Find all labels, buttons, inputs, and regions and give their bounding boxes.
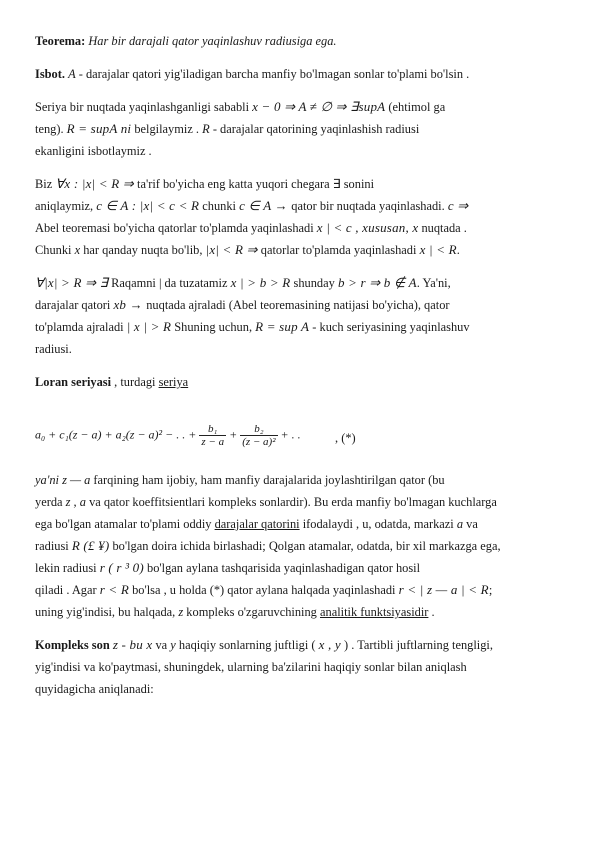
text-span: va qator koeffitsientlari kompleks sonlardir). Bu erda manfiy bo'lmagan kuchlarga: [89, 495, 497, 509]
text-span: nuqtada .: [421, 221, 467, 235]
formula: r < | z — a | < R: [398, 582, 489, 597]
text-span: va: [466, 517, 478, 531]
series-expression: a₀ + c₁(z − a) + a₂(z − a)² − . . + $\frac{\text{b₁}}{z - a}$ + $\frac{\text{b₂}}{\text{(z − a)²}}$ + . .: [35, 423, 301, 448]
text-span: qator bir nuqtada yaqinlashadi.: [291, 199, 445, 213]
text-span: bo'lsa , u holda (*) qator aylana halqada yaqinlashadi: [132, 583, 396, 597]
laurent-series-formula: [35, 397, 560, 469]
text-span: radiusi: [35, 539, 69, 553]
fraction-numerator: b₁: [199, 423, 226, 436]
text-span: . Ya'ni,: [416, 276, 451, 290]
text-span: ya'ni z — a: [35, 473, 91, 487]
paragraph-complex-number: [35, 634, 560, 700]
text-span: farqining ham ijobiy, ham manfiy darajalarida joylashtirilgan qator (bu: [93, 473, 445, 487]
text-span: Raqamni | da tuzatamiz: [111, 276, 228, 290]
text-span: shunday: [293, 276, 335, 290]
laurent-label: Loran seriyasi: [35, 375, 112, 389]
analytic-function-link[interactable]: analitik funktsiyasidir: [320, 605, 429, 619]
formula: b > r ⇒ b ∉ A: [337, 275, 417, 290]
formula: R = supA ni: [66, 121, 132, 136]
text-span: sonini: [343, 177, 375, 191]
text-span: quyidagicha aniqlanadi:: [35, 682, 154, 696]
formula: r ( r ³ 0): [99, 560, 144, 575]
paragraph-divergence: [35, 272, 560, 360]
series-tail: + . .: [280, 427, 301, 442]
text-span: to'plamda ajraladi: [35, 320, 124, 334]
text-span: - kuch seriyasining yaqinlashuv: [312, 320, 470, 334]
formula: R = sup A: [255, 319, 310, 334]
text-span: Biz: [35, 177, 53, 191]
formula: x | > b > R: [230, 275, 291, 290]
text-span: y: [170, 638, 176, 652]
theorem-label: Teorema:: [35, 34, 86, 48]
formula: R (£ ¥): [71, 538, 110, 553]
fraction-denominator: z − a: [201, 436, 225, 448]
proof-label: Isbot.: [35, 67, 65, 81]
text-span: uning yig'indisi, bu halqada,: [35, 605, 176, 619]
formula: z - bu x: [112, 637, 153, 652]
fraction-numerator: b₂: [240, 423, 277, 436]
text-span: .: [456, 243, 460, 257]
text-span: , turdagi: [111, 375, 159, 389]
text-span: z , a: [65, 495, 86, 509]
proof-paragraph: [35, 63, 560, 85]
proof-text: - darajalar qatori yig'iladigan barcha manfiy bo'lmagan sonlar to'plami bo'lsin .: [75, 67, 470, 81]
seriya-link[interactable]: seriya: [158, 375, 189, 389]
paragraph-abel: [35, 173, 560, 261]
text-span: (ehtimol ga: [388, 100, 446, 114]
text-span: kompleks o'zgaruvchining: [186, 605, 317, 619]
formula: c ⇒: [447, 198, 469, 213]
formula: r < R: [99, 582, 129, 597]
formula: x | < c , xususan, x: [316, 220, 419, 235]
text-span: Shuning uchun,: [174, 320, 253, 334]
theorem-text: Har bir darajali qator yaqinlashuv radiusiga ega.: [88, 34, 337, 48]
text-span: yerda: [35, 495, 63, 509]
document-page: [35, 30, 560, 700]
text-span: har qanday nuqta bo'lib,: [83, 243, 203, 257]
text-span: ;: [488, 583, 493, 597]
formula: ∀x : |x| < R ⇒: [55, 176, 134, 191]
text-span: ifodalaydi , u, odatda, markazi: [302, 517, 454, 531]
text-span: yig'indisi va ko'paytmasi, shuningdek, ularning ba'zilarini haqiqiy sonlar bilan aniqlash: [35, 660, 467, 674]
text-span: bo'lgan doira ichida birlashadi; Qolgan atamalar, odatda, bir xil markazga ega,: [112, 539, 501, 553]
text-span: R: [202, 122, 210, 136]
text-span: ekanligini isbotlaymiz .: [35, 144, 152, 158]
text-span: qiladi . Agar: [35, 583, 97, 597]
power-series-link[interactable]: darajalar qatorini: [214, 517, 300, 531]
fraction-b1: [199, 423, 226, 448]
formula: x − 0 ⇒ A ≠ ∅ ⇒ ∃supA: [252, 99, 386, 114]
text-span: ) . Tartibli juftlarning tengligi,: [344, 638, 493, 652]
text-span: qatorlar to'plamda yaqinlashadi: [260, 243, 417, 257]
text-span: ta'rif bo'yicha eng katta yuqori chegara: [137, 177, 330, 191]
formula: c ∈ A : |x| < c < R: [96, 198, 200, 213]
text-span: x: [74, 243, 81, 257]
text-span: Seriya bir nuqtada yaqinlashganligi sababli: [35, 100, 250, 114]
text-span: - darajalar qatorining yaqinlashish radiusi: [209, 122, 420, 136]
text-span: Abel teoremasi bo'yicha qatorlar to'plamda yaqinlashadi: [35, 221, 314, 235]
text-span: bo'lgan aylana tashqarisida yaqinlashadigan qator hosil: [147, 561, 421, 575]
paragraph-laurent-explanation: [35, 469, 560, 623]
text-span: teng).: [35, 122, 64, 136]
text-span: va: [155, 638, 168, 652]
text-span: a: [456, 517, 464, 531]
text-span: belgilaymiz .: [134, 122, 200, 136]
formula: ∀|x| > R ⇒ ∃: [35, 275, 109, 290]
text-span: darajalar qatori: [35, 298, 111, 312]
text-span: ega bo'lgan atamalar to'plami oddiy: [35, 517, 212, 531]
text-span: nuqtada ajraladi (Abel teoremasining natijasi bo'yicha), qator: [146, 298, 450, 312]
formula: |x| < R ⇒: [205, 242, 258, 257]
text-span: lekin radiusi: [35, 561, 97, 575]
proof-var: A: [68, 67, 76, 81]
theorem-paragraph: [35, 30, 560, 52]
laurent-heading-paragraph: [35, 371, 560, 393]
equation-tag: , (*): [335, 431, 356, 445]
formula: | x | > R: [126, 319, 172, 334]
text-span: radiusi.: [35, 342, 72, 356]
text-span: aniqlaymiz,: [35, 199, 94, 213]
text-span: .: [428, 605, 435, 619]
formula: c ∈ A →: [239, 198, 292, 213]
text-span: ∃: [332, 177, 341, 191]
formula: x , y: [318, 637, 341, 652]
formula: xb →: [113, 297, 147, 312]
text-span: haqiqiy sonlarning juftligi (: [178, 638, 316, 652]
formula: x | < R: [419, 242, 457, 257]
paragraph-series-point: [35, 96, 560, 162]
complex-number-label: Kompleks son: [35, 638, 110, 652]
series-lead: a₀ + c₁(z − a) + a₂(z − a)² − . . +: [35, 427, 197, 442]
text-span: chunki: [202, 199, 236, 213]
fraction-b2: [240, 423, 277, 448]
text-span: z: [178, 605, 184, 619]
text-span: Chunki: [35, 243, 72, 257]
fraction-denominator: (z − a)²: [242, 436, 276, 448]
